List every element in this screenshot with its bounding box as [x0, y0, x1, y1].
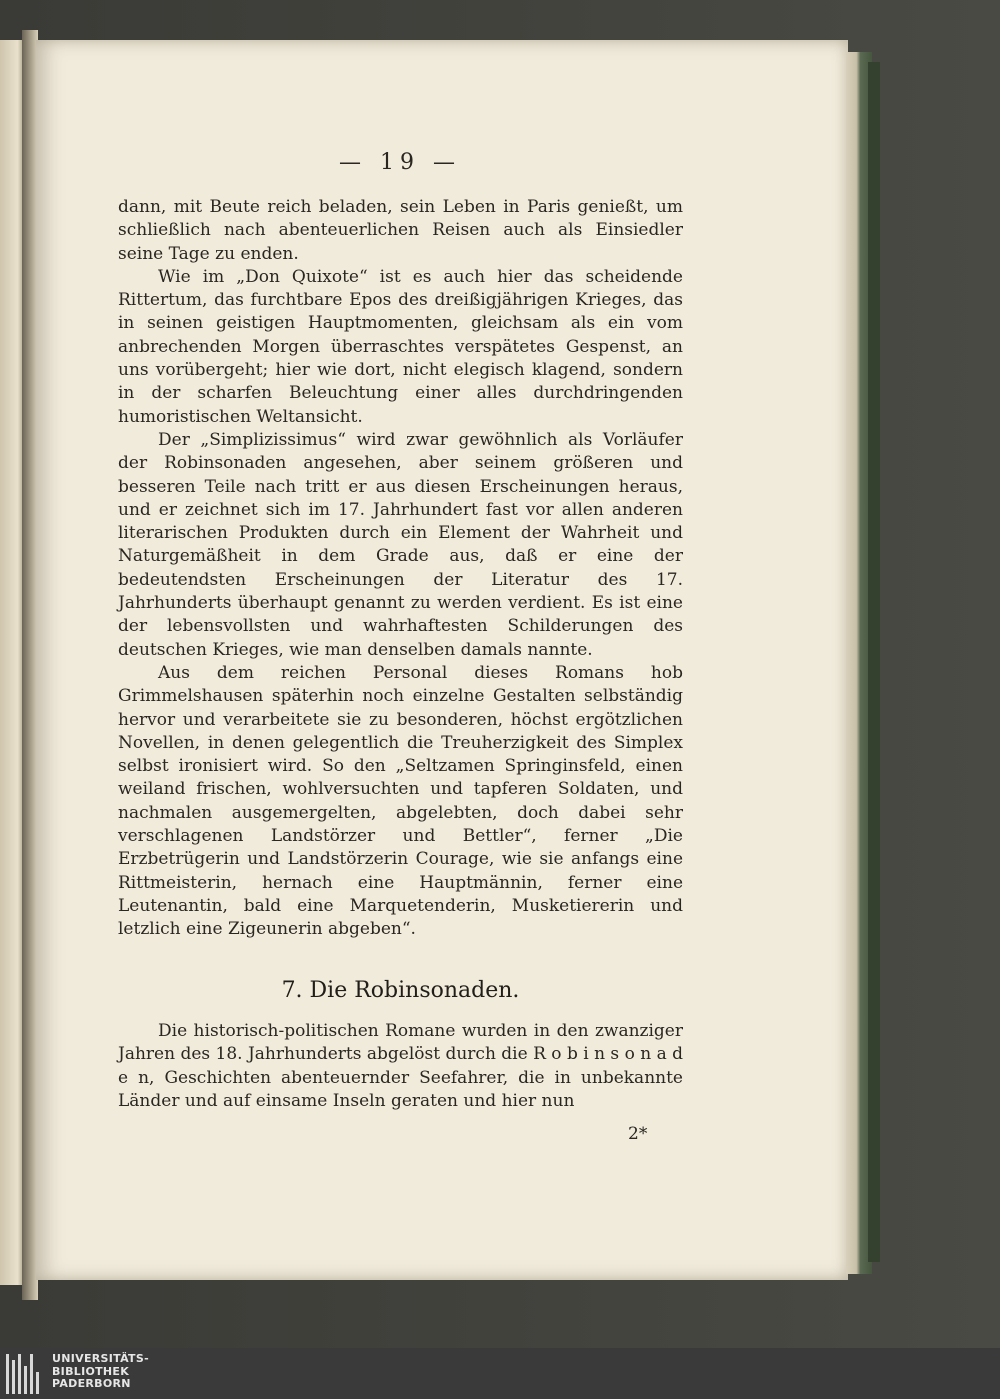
paragraph: Die historisch-politischen Romane wurden in den zwanziger Jahren des 18. Jahrhunderts abgelöst durch die R o b i n s o n a d e n, Geschichten abenteuernder Seefahrer, die in unbekannte Länder und auf einsame Inseln geraten und hier nun [118, 1021, 683, 1111]
paragraph: Aus dem reichen Personal dieses Romans hob Grimmelshausen späterhin noch einzelne Gestalten selbständig hervor und verarbeitete sie zu besonderen, höchst ergötzlichen Novellen, in denen gelegentlich die Treuherzigkeit des Simplex selbst ironisiert wird. So den „Seltzamen Springinsfeld, einen weiland frischen, wohlversuchten und tapferen Soldaten, und nachmalen ausgemergelten, abgelebten, doch dabei sehr verschlagenen Landstörzer und Bettler“, ferner „Die Erzbetrügerin und Landstörzerin Courage, wie sie anfangs eine Rittmeisterin, hernach eine Hauptmännin, ferner eine Leutenantin, bald eine Marquetenderin, Musketiererin und letzlich eine Zigeunerin abgeben“. [118, 662, 683, 940]
paragraph: Der „Simplizissimus“ wird zwar gewöhnlich als Vorläufer der Robinsonaden angesehen, aber seinem größeren und besseren Teile nach tritt er aus diesen Erscheinungen heraus, und er zeichnet sich im 17. Jahrhundert fast vor allen anderen literarischen Produkten durch ein Element der Wahrheit und Naturgemäßheit in dem Grade aus, daß er eine der bedeutendsten Erscheinungen der Literatur des 17. Jahrhunderts überhaupt genannt zu werden verdient. Es ist eine der lebensvollsten und wahrhaftesten Schilderungen des deutschen Krieges, wie man denselben damals nannte. [118, 429, 683, 660]
body-text-block-2 [118, 1020, 683, 1113]
paragraph: Wie im „Don Quixote“ ist es auch hier das scheidende Rittertum, das furchtbare Epos des dreißigjährigen Krieges, das in seinen geistigen Hauptmomenten, gleichsam als ein vom anbrechenden Morgen überraschtes verspätetes Gespenst, an uns vorübergeht; hier wie dort, nicht elegisch klagend, sondern in der scharfen Beleuchtung einer alles durchdringenden humoristischen Weltansicht. [118, 266, 683, 427]
library-logo-text [52, 1353, 149, 1391]
logo-line: PADERBORN [52, 1377, 131, 1390]
page-number-header: — 19 — [339, 150, 461, 175]
section-heading: 7. Die Robinsonaden. [281, 978, 520, 1003]
signature-mark: 2* [628, 1124, 648, 1144]
logo-line: UNIVERSITÄTS- [52, 1352, 149, 1365]
left-page-edge [0, 40, 24, 1285]
library-logo-icon [6, 1354, 42, 1394]
logo-line: BIBLIOTHEK [52, 1364, 130, 1378]
paragraph: dann, mit Beute reich beladen, sein Leben in Paris genießt, um schließlich nach abenteuerlichen Reisen auch als Einsiedler seine Tage zu enden. [118, 197, 683, 264]
book-cover-edge [868, 62, 880, 1262]
body-text-block-1 [118, 196, 683, 942]
footer-bar [0, 1348, 1000, 1399]
